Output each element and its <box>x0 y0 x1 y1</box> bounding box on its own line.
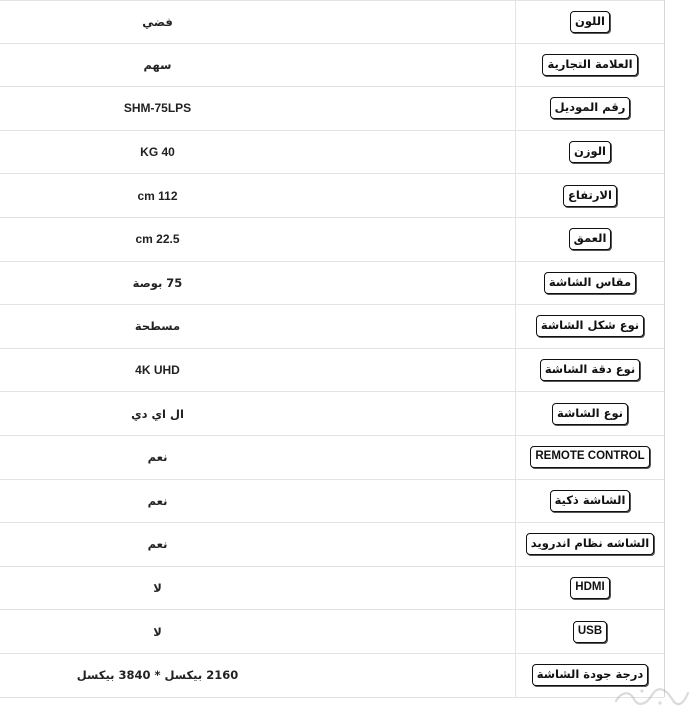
spec-value-remote-control: نعم <box>147 450 168 465</box>
label-cell <box>515 218 664 261</box>
spec-label-weight: الوزن <box>569 141 611 163</box>
spec-value-screen-type: ال اي دي <box>131 406 184 421</box>
label-cell <box>515 305 664 348</box>
spec-value-usb: لا <box>153 624 162 639</box>
value-cell <box>0 174 515 217</box>
spec-row-resolution-type <box>0 349 664 393</box>
spec-value-screen-shape: مسطحة <box>134 319 181 334</box>
label-cell <box>515 131 664 174</box>
label-cell <box>515 44 664 87</box>
spec-row-screen-size <box>0 262 664 306</box>
value-cell <box>0 392 515 435</box>
spec-value-weight: KG 40 <box>140 145 175 160</box>
spec-row-screen-type <box>0 392 664 436</box>
value-cell <box>0 262 515 305</box>
spec-label-hdmi: HDMI <box>570 577 609 599</box>
spec-label-depth: العمق <box>569 228 612 250</box>
label-cell <box>515 480 664 523</box>
value-cell <box>0 567 515 610</box>
spec-label-model: رقم الموديل <box>550 97 631 119</box>
spec-value-height: cm 112 <box>137 188 178 203</box>
spec-row-screen-shape <box>0 305 664 349</box>
spec-value-brand: سهم <box>143 57 172 72</box>
value-cell <box>0 654 515 697</box>
spec-value-resolution-type: 4K UHD <box>135 363 180 378</box>
label-cell <box>515 610 664 653</box>
spec-value-smart-screen: نعم <box>147 493 168 508</box>
spec-label-screen-size: مقاس الشاشة <box>544 272 636 294</box>
label-cell <box>515 567 664 610</box>
label-cell <box>515 392 664 435</box>
spec-value-screen-size: 75 بوصة <box>132 275 183 290</box>
spec-label-smart-screen: الشاشة ذكية <box>550 490 631 512</box>
spec-label-android-system: الشاشه نظام اندرويد <box>526 533 654 555</box>
spec-row-depth <box>0 218 664 262</box>
spec-row-usb <box>0 610 664 654</box>
value-cell <box>0 305 515 348</box>
spec-value-hdmi: لا <box>153 581 162 596</box>
label-cell <box>515 1 664 43</box>
spec-row-model <box>0 87 664 131</box>
spec-label-screen-quality: درجة جودة الشاشة <box>532 664 649 686</box>
value-cell <box>0 610 515 653</box>
value-cell <box>0 87 515 130</box>
value-cell <box>0 523 515 566</box>
spec-value-color: فضي <box>142 14 173 29</box>
spec-row-brand <box>0 44 664 88</box>
spec-label-screen-shape: نوع شكل الشاشة <box>536 315 644 337</box>
label-cell <box>515 436 664 479</box>
spec-label-remote-control: REMOTE CONTROL <box>530 446 649 468</box>
label-cell <box>515 87 664 130</box>
spec-label-brand: العلامة التجارية <box>542 54 637 76</box>
spec-row-hdmi <box>0 567 664 611</box>
spec-row-screen-quality <box>0 654 664 698</box>
value-cell <box>0 218 515 261</box>
value-cell <box>0 131 515 174</box>
spec-value-android-system: نعم <box>147 537 168 552</box>
spec-row-remote-control <box>0 436 664 480</box>
label-cell <box>515 174 664 217</box>
label-cell <box>515 262 664 305</box>
spec-row-smart-screen <box>0 480 664 524</box>
value-cell <box>0 436 515 479</box>
spec-row-android-system <box>0 523 664 567</box>
value-cell <box>0 349 515 392</box>
value-cell <box>0 1 515 43</box>
spec-row-height <box>0 174 664 218</box>
spec-label-screen-type: نوع الشاشة <box>552 403 628 425</box>
label-cell <box>515 523 664 566</box>
spec-value-screen-quality: 2160 بيكسل * 3840 بيكسل <box>76 668 239 683</box>
spec-row-color <box>0 0 664 44</box>
spec-label-height: الارتفاع <box>563 185 617 207</box>
spec-value-depth: cm 22.5 <box>135 232 180 247</box>
spec-label-color: اللون <box>570 11 610 33</box>
spec-label-usb: USB <box>573 621 607 643</box>
watermark-logo-icon <box>612 685 692 707</box>
value-cell <box>0 480 515 523</box>
label-cell <box>515 349 664 392</box>
spec-label-resolution-type: نوع دقة الشاشة <box>540 359 640 381</box>
spec-value-model: SHM-75LPS <box>123 101 192 116</box>
value-cell <box>0 44 515 87</box>
spec-row-weight <box>0 131 664 175</box>
